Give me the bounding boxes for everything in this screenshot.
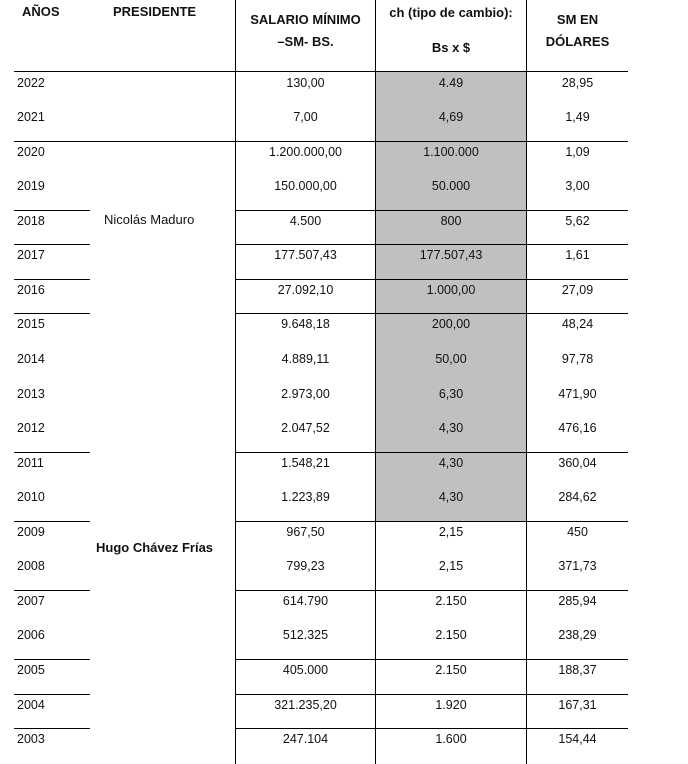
year-cell: 2005 xyxy=(17,663,45,677)
year-cell: 2004 xyxy=(17,698,45,712)
exchange-rate-cell: 50.000 xyxy=(431,179,471,193)
year-cell: 2010 xyxy=(17,490,45,504)
year-cell: 2015 xyxy=(17,317,45,331)
usd-salary-cell: 1,09 xyxy=(565,145,590,159)
year-cell: 2018 xyxy=(17,214,45,228)
salary-cell: 7,00 xyxy=(293,110,318,124)
header-salary-line1: SALARIO MÍNIMO xyxy=(250,12,361,27)
usd-salary-cell: 1,61 xyxy=(565,248,590,262)
usd-salary-cell: 97,78 xyxy=(561,352,594,366)
usd-salary-cell: 238,29 xyxy=(558,628,597,642)
year-cell: 2011 xyxy=(17,456,44,470)
year-cell: 2014 xyxy=(17,352,45,366)
year-cell: 2013 xyxy=(17,387,45,401)
year-cell: 2019 xyxy=(17,179,45,193)
exchange-rate-cell: 50,00 xyxy=(435,352,467,366)
usd-salary-cell: 48,24 xyxy=(561,317,594,331)
president-name: Hugo Chávez Frías xyxy=(96,540,214,555)
year-cell: 2006 xyxy=(17,628,45,642)
header-years: AÑOS xyxy=(22,4,60,19)
exchange-rate-cell: 4,30 xyxy=(438,421,464,435)
header-rate-line1: ch (tipo de cambio): xyxy=(389,5,513,20)
salary-cell: 4.889,11 xyxy=(281,352,330,366)
exchange-rate-cell: 4,30 xyxy=(438,456,464,470)
exchange-rate-cell: 200,00 xyxy=(431,317,471,331)
salary-cell: 405.000 xyxy=(282,663,329,677)
exchange-rate-cell: 2,15 xyxy=(438,525,464,539)
header-usd-line1: SM EN xyxy=(556,12,599,27)
usd-salary-cell: 285,94 xyxy=(558,594,597,608)
salary-cell: 1.200.000,00 xyxy=(269,145,342,159)
header-president: PRESIDENTE xyxy=(113,4,197,19)
salary-cell: 1.548,21 xyxy=(281,456,330,470)
usd-salary-cell: 28,95 xyxy=(561,76,594,90)
year-cell: 2021 xyxy=(17,110,45,124)
usd-salary-cell: 371,73 xyxy=(558,559,597,573)
exchange-rate-cell: 177.507,43 xyxy=(419,248,483,262)
salary-cell: 2.973,00 xyxy=(281,387,330,401)
exchange-rate-cell: 4,30 xyxy=(438,490,464,504)
usd-salary-cell: 450 xyxy=(567,525,588,539)
salary-cell: 1.223,89 xyxy=(281,490,330,504)
usd-salary-cell: 167,31 xyxy=(558,698,597,712)
exchange-rate-cell: 2,15 xyxy=(438,559,464,573)
salary-cell: 4.500 xyxy=(289,214,322,228)
year-cell: 2017 xyxy=(17,248,45,262)
header-usd-line2: DÓLARES xyxy=(545,34,610,49)
salary-cell: 799,23 xyxy=(286,559,325,573)
usd-salary-cell: 27,09 xyxy=(561,283,594,297)
year-cell: 2022 xyxy=(17,76,45,90)
year-cell: 2003 xyxy=(17,732,45,746)
president-name: Nicolás Maduro xyxy=(104,212,195,227)
usd-salary-cell: 284,62 xyxy=(558,490,597,504)
usd-salary-cell: 154,44 xyxy=(558,732,597,746)
salary-cell: 177.507,43 xyxy=(274,248,337,262)
year-cell: 2012 xyxy=(17,421,45,435)
year-cell: 2009 xyxy=(17,525,45,539)
salary-cell: 150.000,00 xyxy=(274,179,337,193)
exchange-rate-cell: 1.100.000 xyxy=(423,145,479,159)
usd-salary-cell: 471,90 xyxy=(558,387,597,401)
exchange-rate-cell: 4.49 xyxy=(438,76,464,90)
year-cell: 2020 xyxy=(17,145,45,159)
salary-cell: 130,00 xyxy=(286,76,325,90)
row-divider xyxy=(14,141,235,142)
salary-cell: 512.325 xyxy=(282,628,329,642)
exchange-rate-cell: 4,69 xyxy=(438,110,464,124)
exchange-rate-cell: 1.600 xyxy=(435,732,467,746)
usd-salary-cell: 188,37 xyxy=(558,663,597,677)
salary-cell: 9.648,18 xyxy=(281,317,330,331)
salary-cell: 321.235,20 xyxy=(274,698,337,712)
salary-cell: 27.092,10 xyxy=(277,283,334,297)
exchange-rate-cell: 1.920 xyxy=(435,698,467,712)
salary-cell: 967,50 xyxy=(286,525,325,539)
salary-cell: 614.790 xyxy=(282,594,329,608)
header-salary-line2: –SM- BS. xyxy=(277,34,334,49)
exchange-rate-cell: 1.000,00 xyxy=(426,283,476,297)
usd-salary-cell: 5,62 xyxy=(565,214,590,228)
salary-cell: 247.104 xyxy=(282,732,329,746)
exchange-rate-cell: 6,30 xyxy=(438,387,464,401)
exchange-rate-cell: 800 xyxy=(440,214,462,228)
usd-salary-cell: 1,49 xyxy=(565,110,590,124)
exchange-rate-cell: 2.150 xyxy=(435,594,467,608)
salary-cell: 2.047,52 xyxy=(281,421,330,435)
header-divider xyxy=(14,71,628,72)
usd-salary-cell: 3,00 xyxy=(565,179,590,193)
exchange-rate-cell: 2.150 xyxy=(435,628,467,642)
usd-salary-cell: 360,04 xyxy=(558,456,597,470)
header-rate-line2: Bs x $ xyxy=(431,40,471,55)
year-cell: 2008 xyxy=(17,559,45,573)
year-cell: 2007 xyxy=(17,594,45,608)
exchange-rate-cell: 2.150 xyxy=(435,663,467,677)
usd-salary-cell: 476,16 xyxy=(558,421,597,435)
year-cell: 2016 xyxy=(17,283,45,297)
